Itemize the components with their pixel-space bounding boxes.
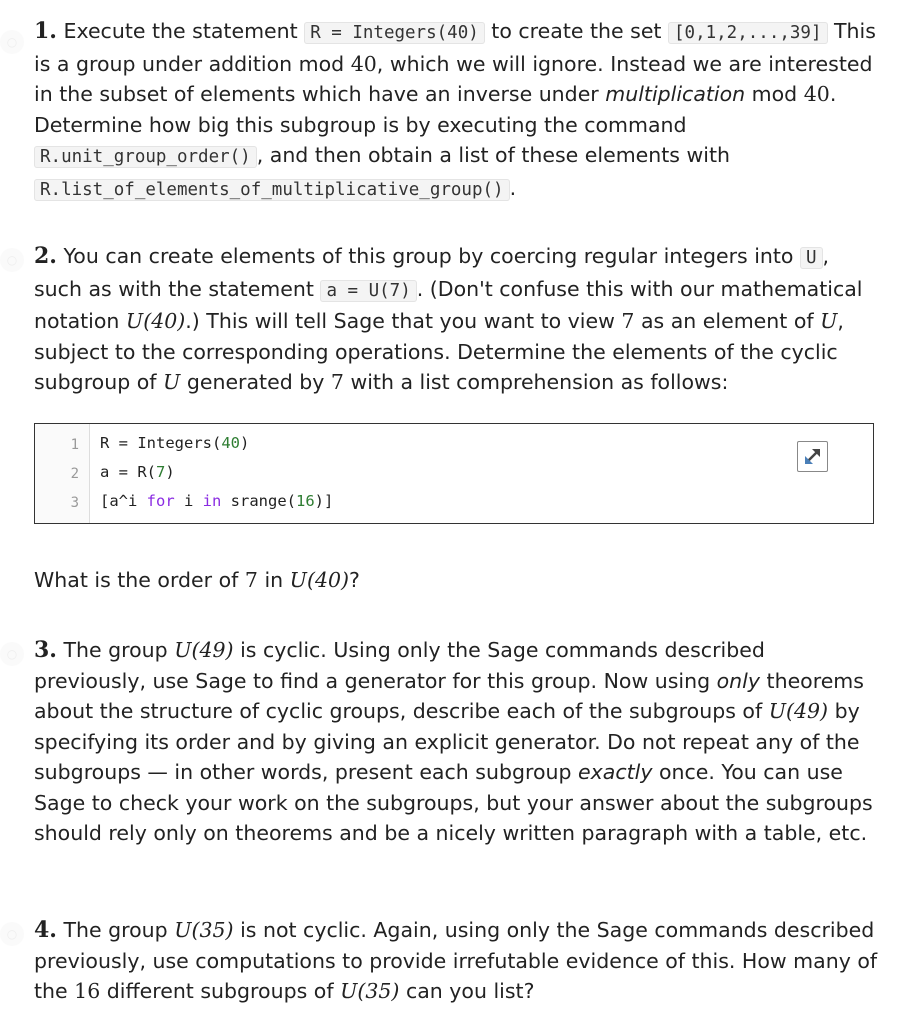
exercise-number: 2. [34, 243, 57, 269]
expand-icon[interactable] [797, 441, 828, 472]
inline-code: a = U(7) [320, 280, 416, 302]
inline-code: R = Integers(40) [304, 22, 485, 44]
inline-code: R.list_of_elements_of_multiplicative_group() [34, 179, 510, 201]
line-number: 2 [70, 466, 79, 482]
line-number-gutter [35, 424, 90, 523]
sage-code-cell[interactable] [34, 423, 874, 524]
exercise-4: 4. The group U(35) is not cyclic. Again, using only the Sage commands described previously, use computations to provide irrefutable evidence of this. How many of the 16 different subgroups of U(35) can you list? [34, 917, 878, 1003]
inline-code: [0,1,2,...,39] [668, 22, 828, 44]
inline-code: U [800, 247, 823, 269]
exercise-3: 3. The group U(49) is cyclic. Using only the Sage commands described previously, use Sage to find a generator for this group. Now using only theorems about the structure of cyclic groups, describe each of the subgroups of U(49) by specifying its order and by giving an explicit generator. Do not repeat any of the subgroups — in other words, present each subgroup exactly once. You can use Sage to check your work on the subgroups, but your answer about the subgroups should rely only on theorems and be a nicely written paragraph with a table, etc. [34, 637, 873, 845]
exercise-marker-icon: ○ [0, 248, 24, 272]
exercise-marker-icon: ○ [0, 922, 24, 946]
exercise-2: 2. You can create elements of this group by coercing regular integers into U , such as with the statement a = U(7) . (Don't confuse this with our mathematical notation U(40).) This will tell Sage that you want to view 7 as an element of U, subject to the corresponding operations. Determine the elements of the cyclic subgroup of U generated by 7 with a list comprehension as follows: [34, 243, 863, 394]
code-line-3[interactable]: [a^i for i in srange(16)] [100, 492, 334, 510]
code-line-2[interactable]: a = R(7) [100, 463, 175, 481]
exercise-marker-icon: ○ [0, 30, 24, 54]
code-line-1[interactable]: R = Integers(40) [100, 434, 250, 452]
inline-code: R.unit_group_order() [34, 146, 257, 168]
order-question: What is the order of 7 in U(40)? [34, 568, 360, 592]
exercise-marker-icon: ○ [0, 642, 24, 666]
expand-arrows-icon [798, 442, 827, 471]
exercise-number: 4. [34, 917, 57, 943]
line-number: 3 [70, 495, 79, 511]
line-number: 1 [70, 437, 79, 453]
exercise-1: 1. Execute the statement R = Integers(40) to create the set [0,1,2,...,39] This is a group under addition mod 40, which we will ignore. Instead we are interested in the subset of elements which have an inverse under multiplication mod 40. Determine how big this subgroup is by executing the command R.unit_group_order() , and then obtain a list of these elements with R.list_of_elements_of_multiplicative_group() . [34, 18, 876, 200]
exercise-number: 3. [34, 637, 57, 663]
exercise-number: 1. [34, 18, 57, 44]
